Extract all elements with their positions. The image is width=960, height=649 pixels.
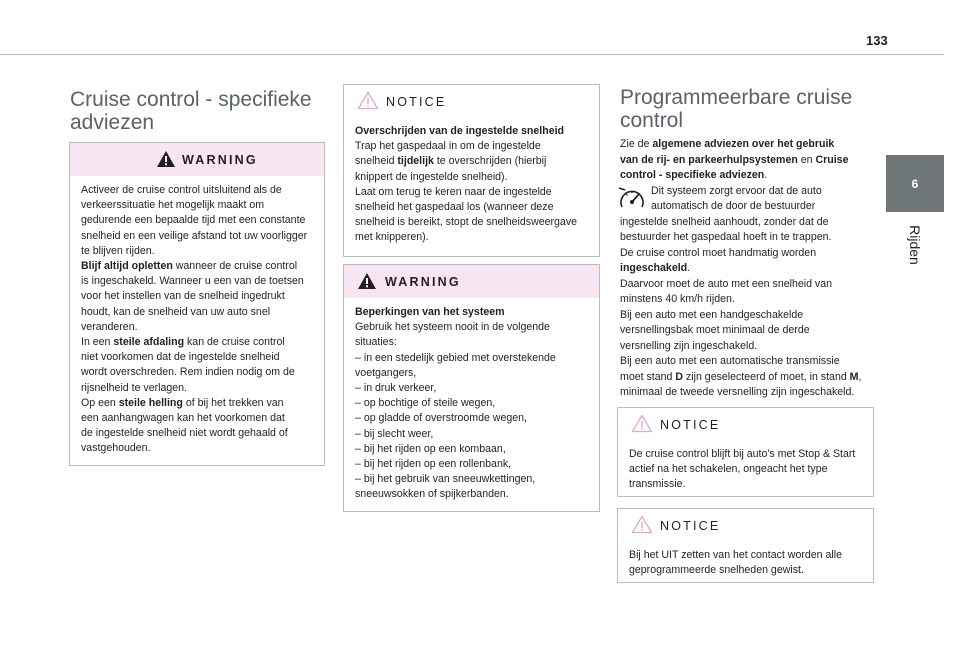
intro-paragraph: Zie de algemene adviezen over het gebruik van de rij- en parkeerhulpsystemen en Cruise control - specifieke adviezen. — [620, 138, 849, 181]
cruise-control-description — [620, 137, 872, 401]
warning-body — [70, 176, 324, 457]
warning-header — [344, 265, 599, 298]
warning-box-activation — [69, 142, 325, 466]
notice-box-ignition-off — [617, 508, 874, 583]
notice-triangle-icon — [631, 414, 653, 433]
notice-body: Bij het UIT zetten van het contact worden alle geprogrammeerde snelheden gewist. — [629, 549, 842, 577]
notice-title: NOTICE — [660, 418, 721, 432]
notice-header — [618, 509, 873, 542]
header-rule — [0, 54, 944, 55]
warning-title: WARNING — [385, 275, 461, 289]
description-paragraph: Dit systeem zorgt ervoor dat de auto automatisch de door de bestuurder ingestelde snelheid aanhoudt, zonder dat de bestuurder het gaspedaal hoeft in te trappen. De cruise control moet handmatig worden ingeschakeld. Daarvoor moet de auto met een snelheid van minstens 40 km/h rijden. Bij een auto met een handgeschakelde versnellingsbak moet minimaal de derde versnelling zijn ingeschakeld. Bij een auto met een automatische transmissie moet stand D zijn geselecteerd of moet, in stand M, minimaal de tweede versnelling zijn ingeschakeld. — [620, 184, 872, 401]
chapter-tab[interactable] — [886, 155, 944, 212]
warning-paragraph-2: Blijf altijd opletten wanneer de cruise control is ingeschakeld. Wanneer u een van de toetsen voor het instellen van de snelheid ingedrukt houdt, kan de snelheid van uw auto snel veranderen. — [81, 260, 304, 333]
warning-heading: Beperkingen van het systeem — [355, 306, 505, 318]
notice-triangle-icon — [357, 91, 379, 110]
section-title-programmable-cruise: Programmeerbare cruise control — [620, 86, 853, 132]
notice-title: NOTICE — [386, 95, 447, 109]
notice-heading: Overschrijden van de ingestelde snelheid — [355, 125, 565, 137]
warning-paragraph-3: In een steile afdaling kan de cruise control niet voorkomen dat de ingestelde snelheid wordt overschreden. Rem indien nodig om de rijsnelheid te verlagen. — [81, 336, 295, 394]
warning-box-limitations — [343, 264, 600, 512]
notice-box-exceed-speed — [343, 84, 600, 257]
warning-title: WARNING — [182, 153, 258, 167]
warning-paragraph-4: Op een steile helling of bij het trekken van een aanhangwagen kan het voorkomen dat de ingestelde snelheid niet wordt gehaald of vastgehouden. — [81, 396, 288, 455]
section-title-specific-advice: Cruise control - specifieke adviezen — [70, 88, 312, 134]
cruise-control-icon — [617, 184, 647, 214]
notice-box-stop-start — [617, 407, 874, 497]
chapter-label: Rijden — [907, 225, 923, 265]
warning-triangle-icon — [357, 272, 377, 290]
notice-title: NOTICE — [660, 519, 721, 533]
notice-header — [618, 408, 873, 441]
warning-paragraph-1: Activeer de cruise control uitsluitend als de verkeerssituatie het mogelijk maakt om gedurende een bepaalde tijd met een constante snelheid en een veilige afstand tot uw voorligger te blijven rijden. — [81, 184, 308, 257]
warning-body: Beperkingen van het systeem Gebruik het systeem nooit in de volgende situaties: – in een stedelijk gebied met overstekende voetgangers, – in druk verkeer, – op bochtige of steile wegen, – op gladde of overstroomde wegen, – bij slecht weer, – bij het rijden op een kombaan, – bij het rijden op een rollenbank, – bij het gebruik van sneeuwkettingen, sneeuwsokken of spijkerbanden. — [355, 306, 556, 501]
page-number: 133 — [866, 33, 888, 48]
notice-body: De cruise control blijft bij auto's met Stop & Start actief na het schakelen, ongeacht het type transmissie. — [629, 448, 856, 491]
warning-header — [70, 143, 324, 176]
notice-body: Overschrijden van de ingestelde snelheid Trap het gaspedaal in om de ingestelde snelheid tijdelijk te overschrijden (hierbij knippert de ingestelde snelheid). Laat om terug te keren naar de ingestelde snelheid het gaspedaal los (wanneer deze snelheid is bereikt, stopt de snelheidsweergave met knipperen). — [355, 125, 578, 244]
warning-triangle-icon — [156, 150, 176, 168]
chapter-number: 6 — [911, 176, 919, 191]
notice-header — [344, 85, 599, 118]
notice-triangle-icon — [631, 515, 653, 534]
